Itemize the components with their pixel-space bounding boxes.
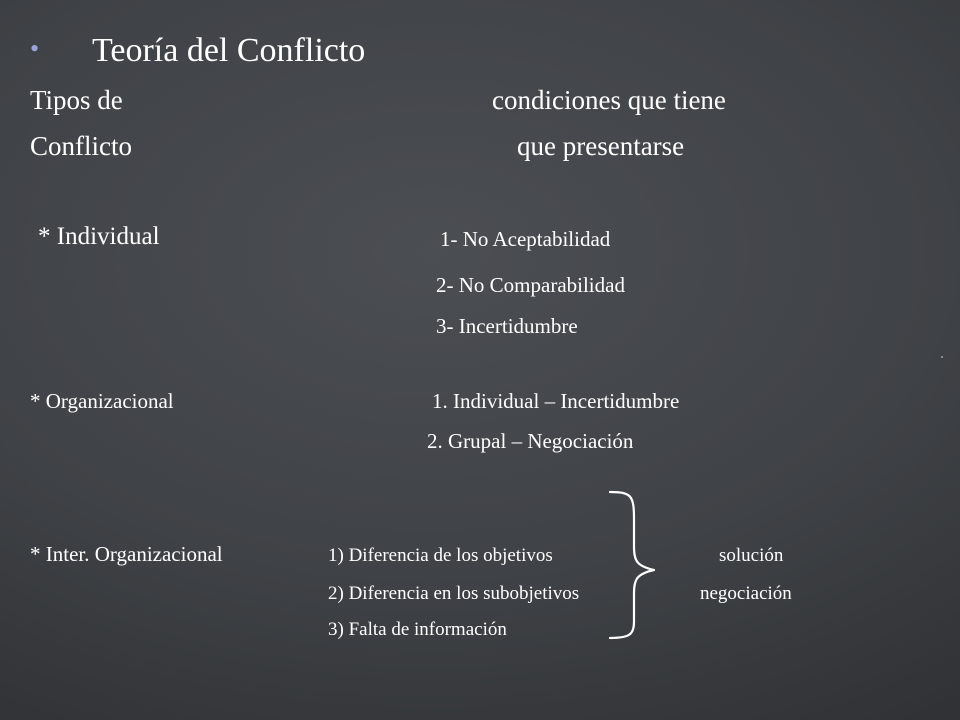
inter-item-2: 2) Diferencia en los subobjetivos [328, 583, 580, 604]
individual-item-3: 3- Incertidumbre [436, 314, 578, 338]
header-right-line2: que presentarse [517, 131, 685, 161]
individual-item-1: 1- No Aceptabilidad [440, 227, 611, 251]
stray-dot [941, 356, 943, 358]
organizacional-item-2: 2. Grupal – Negociación [427, 429, 634, 453]
right-brace-connector [600, 484, 670, 644]
inter-organizacional-label: * Inter. Organizacional [30, 542, 223, 566]
organizacional-label: * Organizacional [30, 389, 174, 413]
title-bullet: • [30, 34, 40, 63]
header-left-line2: Conflicto [30, 131, 132, 161]
individual-label: * Individual [38, 223, 160, 250]
inter-outcome-negociacion: negociación [700, 583, 792, 604]
header-right-line1: condiciones que tiene [492, 85, 726, 115]
organizacional-item-1: 1. Individual – Incertidumbre [432, 389, 680, 413]
inter-item-3: 3) Falta de información [328, 619, 507, 640]
inter-item-1: 1) Diferencia de los objetivos [328, 545, 553, 566]
individual-item-2: 2- No Comparabilidad [436, 273, 625, 297]
slide-title: Teoría del Conflicto [92, 32, 366, 69]
header-left-line1: Tipos de [30, 85, 123, 115]
inter-outcome-solucion: solución [719, 545, 784, 566]
